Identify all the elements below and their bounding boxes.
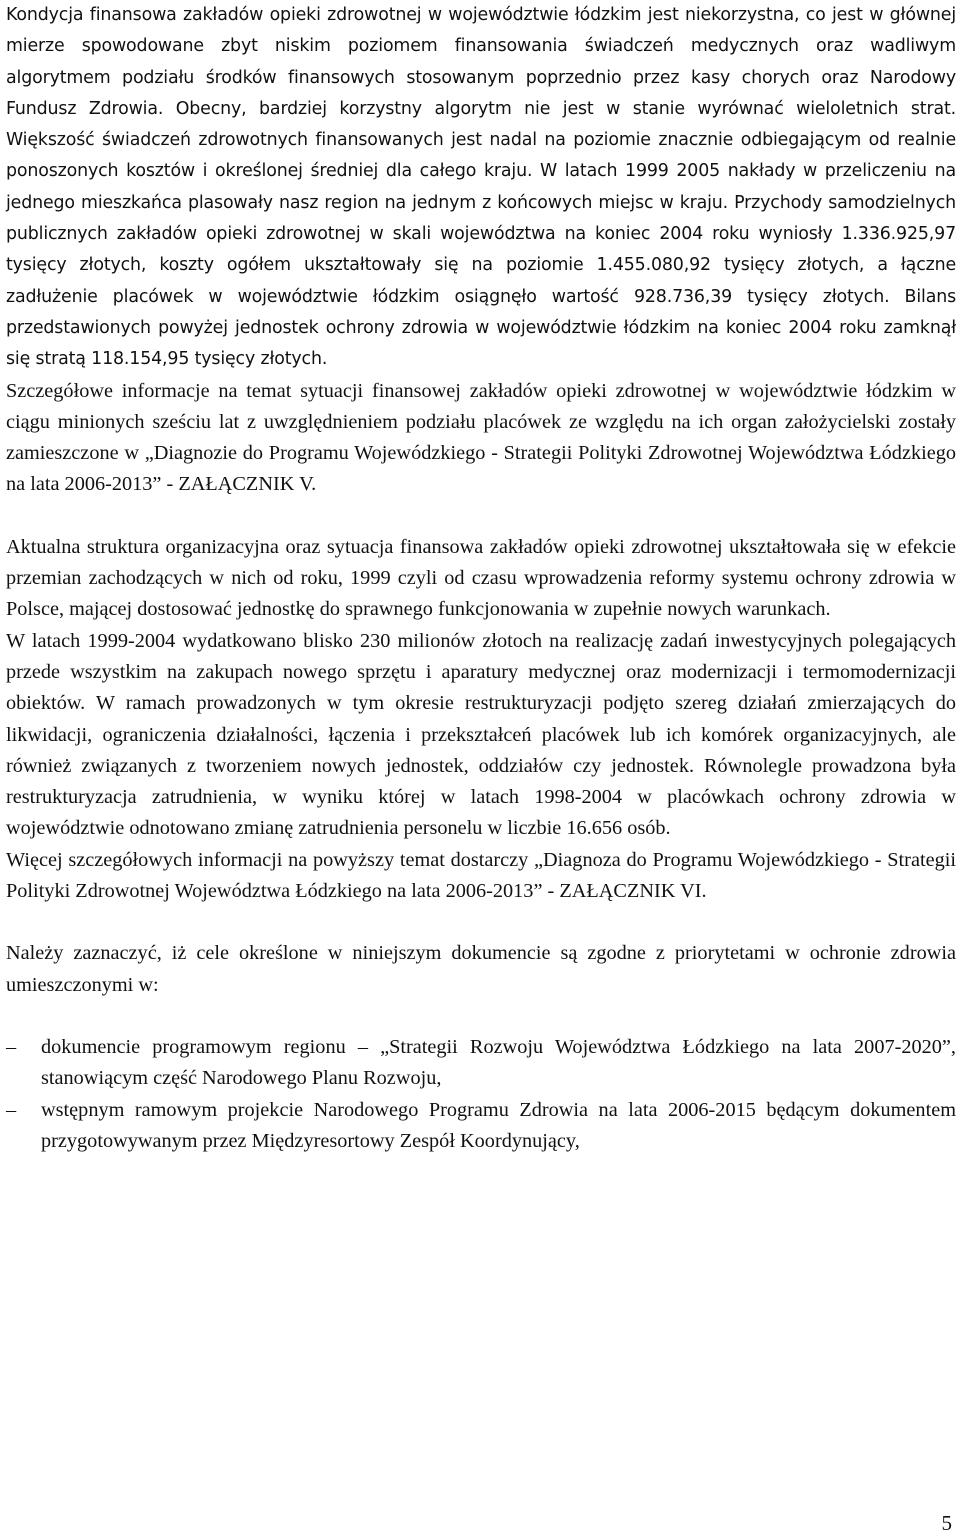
list-item-text: dokumencie programowym regionu – „Strategii Rozwoju Województwa Łódzkiego na lata 2007-2020”, stanowiącym część Narodowego Planu Rozwoju, [41, 1035, 956, 1090]
page-number: 5 [941, 1511, 952, 1535]
paragraph-details-annex-v: Szczegółowe informacje na temat sytuacji finansowej zakładów opieki zdrowotnej w województwie łódzkim w ciągu minionych sześciu lat z uwzględnieniem podziału placówek ze względu na ich organ założycielski zostały zamieszczone w „Diagnozie do Programu Wojewódzkiego - Strategii Polityki Zdrowotnej Województwa Łódzkiego na lata 2006-2013” - ZAŁĄCZNIK V. [6, 379, 956, 496]
dash-bullet-icon: – [6, 1098, 17, 1121]
paragraph-gap [6, 1001, 956, 1032]
paragraph-gap [6, 907, 956, 938]
paragraph-details-annex-vi: Więcej szczegółowych informacji na powyższy temat dostarczy „Diagnoza do Programu Wojewódzkiego - Strategii Polityki Zdrowotnej Województwa Łódzkiego na lata 2006-2013” - ZAŁĄCZNIK VI. [6, 848, 956, 903]
priority-documents-list [6, 1032, 956, 1157]
paragraph-organizational-structure: Aktualna struktura organizacyjna oraz sytuacja finansowa zakładów opieki zdrowotnej ukształtowała się w efekcie przemian zachodzących w nich od roku, 1999 czyli od czasu wprowadzenia reformy systemu ochrony zdrowia w Polsce, mającej dostosować jednostkę do sprawnego funkcjonowania w zupełnie nowych warunkach. [6, 535, 956, 621]
document-page [6, 0, 956, 1157]
list-item [6, 1095, 956, 1158]
paragraph-gap [6, 501, 956, 532]
list-item [6, 1032, 956, 1095]
paragraph-investments: W latach 1999-2004 wydatkowano blisko 230 milionów złotoch na realizację zadań inwestycyjnych polegających przede wszystkim na zakupach nowego sprzętu i aparatury medycznej oraz modernizacji i termomodernizacji obiektów. W ramach prowadzonych w tym okresie restrukturyzacji podjęto szereg działań zmierzających do likwidacji, ograniczenia działalności, łączenia i przekształceń placówek lub ich komórek organizacyjnych, ale również związanych z tworzeniem nowych jednostek, oddziałów czy jednostek. Równolegle prowadzona była restrukturyzacja zatrudnienia, w wyniku której w latach 1998-2004 w placówkach ochrony zdrowia w województwie odnotowano zmianę zatrudnienia personelu w liczbie 16.656 osób. [6, 629, 956, 840]
paragraph-priorities-intro: Należy zaznaczyć, iż cele określone w niniejszym dokumencie są zgodne z priorytetami w ochronie zdrowia umieszczonymi w: [6, 942, 956, 996]
paragraph-financial-condition: Kondycja finansowa zakładów opieki zdrowotnej w województwie łódzkim jest niekorzystna, co jest w głównej mierze spowodowane zbyt niskim poziomem finansowania świadczeń medycznych oraz wadliwym algorytmem podziału środków finansowych stosowanym poprzednio przez kasy chorych oraz Narodowy Fundusz Zdrowia. Obecny, bardziej korzystny algorytm nie jest w stanie wyrównać wieloletnich strat. Większość świadczeń zdrowotnych finansowanych jest nadal na poziomie znacznie odbiegającym od realnie ponoszonych kosztów i określonej średniej dla całego kraju. W latach 1999 2005 nakłady w przeliczeniu na jednego mieszkańca plasowały nasz region na jednym z końcowych miejsc w kraju. Przychody samodzielnych publicznych zakładów opieki zdrowotnej w skali województwa na koniec 2004 roku wyniosły 1.336.925,97 tysięcy złotych, koszty ogółem ukształtowały się na poziomie 1.455.080,92 tysięcy złotych, a łączne zadłużenie placówek w województwie łódzkim osiągnęło wartość 928.736,39 tysięcy złotych. Bilans przedstawionych powyżej jednostek ochrony zdrowia w województwie łódzkim na koniec 2004 roku zamknął się stratą 118.154,95 tysięcy złotych. [6, 5, 956, 370]
dash-bullet-icon: – [6, 1035, 17, 1058]
list-item-text: wstępnym ramowym projekcie Narodowego Programu Zdrowia na lata 2006-2015 będącym dokumentem przygotowywanym przez Międzyresortowy Zespół Koordynujący, [41, 1098, 956, 1152]
